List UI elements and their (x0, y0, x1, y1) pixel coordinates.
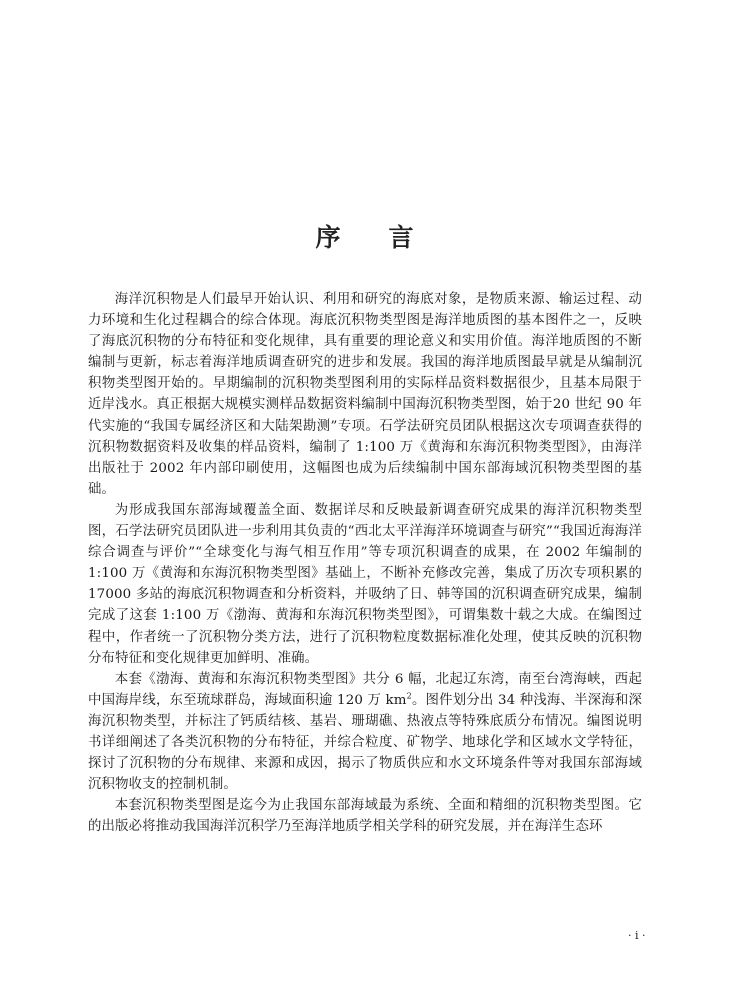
paragraph-2: 为形成我国东部海域覆盖全面、数据详尽和反映最新调查研究成果的海洋沉积物类型图，石学法研究员团队进一步利用其负责的“西北太平洋海洋环境调查与研究”“我国近海海洋综合调查与评价”“全球变化与海气相互作用”等专项沉积调查的成果，在 2002 年编制的 1:100 万《黄海和东海沉积物类型图》基础上，不断补充修改完善，集成了历次专项积累的 17000 多站的海底沉积物调查和分析资料，并吸纳了日、韩等国的沉积调查研究成果，编制完成了这套 1:100 万《渤海、黄海和东海沉积物类型图》，可谓集数十载之大成。在编图过程中，作者统一了沉积物分类方法，进行了沉积物粒度数据标准化处理，使其反映的沉积物分布特征和变化规律更加鲜明、准确。 (88, 502, 642, 666)
title-char-2: 言 (388, 223, 414, 252)
paragraph-3-head: 本套《渤海、黄海和东海沉积物类型图》共分 6 幅，北起辽东湾，南至台湾海峡，西起中国海岸线，东至琉球群岛，海域面积逾 120 万 km (88, 671, 642, 708)
superscript-two: 2 (406, 691, 412, 701)
page-title (0, 218, 729, 254)
page-number: · i · (628, 929, 646, 942)
paragraph-1: 海洋沉积物是人们最早开始认识、利用和研究的海底对象，是物质来源、输运过程、动力环境和生化过程耦合的综合体现。海底沉积物类型图是海洋地质图的基本图件之一，反映了海底沉积物的分布特征和变化规律，具有重要的理论意义和实用价值。海洋地质图的不断编制与更新，标志着海洋地质调查研究的进步和发展。我国的海洋地质图最早就是从编制沉积物类型图开始的。早期编制的沉积物类型图利用的实际样品资料数据很少，且基本局限于近岸浅水。真正根据大规模实测样品数据资料编制中国海沉积物类型图，始于20 世纪 90 年代实施的“我国专属经济区和大陆架勘测”专项。石学法研究员团队根据这次专项调查获得的沉积物数据资料及收集的样品资料，编制了 1:100 万《黄海和东海沉积物类型图》，由海洋出版社于 2002 年内部印刷使用，这幅图也成为后续编制中国东部海域沉积物类型图的基础。 (88, 292, 642, 497)
paragraph-4: 本套沉积物类型图是迄今为止我国东部海域最为系统、全面和精细的沉积物类型图。它的出版必将推动我国海洋沉积学乃至海洋地质学相关学科的研究发展，并在海洋生态环 (88, 798, 642, 835)
title-char-1: 序 (315, 223, 341, 252)
body-text (88, 289, 642, 837)
paragraph-3 (88, 669, 642, 796)
paragraph-3-tail: 。图件划分出 34 种浅海、半深海和深海沉积物类型，并标注了钙质结核、基岩、珊瑚礁、热液点等特殊底质分布情况。编图说明书详细阐述了各类沉积物的分布特征，并综合粒度、矿物学、地球化学和区域水文学特征，探讨了沉积物的分布规律、来源和成因，揭示了物质供应和水文环境条件等对我国东部海域沉积物收支的控制机制。 (88, 692, 642, 793)
